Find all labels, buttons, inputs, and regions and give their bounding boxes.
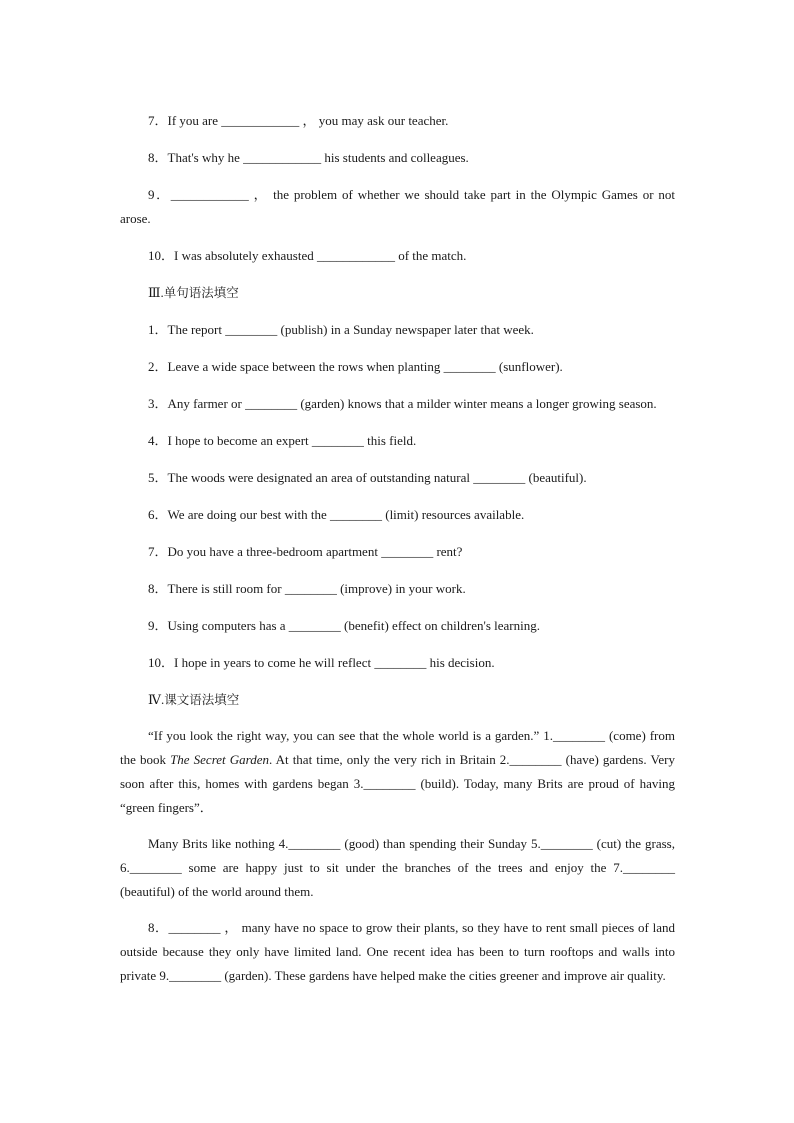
exercise-item: 10．I hope in years to come he will reflect ________ his decision. (148, 655, 495, 670)
section-heading (120, 281, 675, 305)
passage-paragraph: 8．________ ， many have no space to grow their plants, so they have to rent small pieces of land outside because they only have limited land. One recent idea has been to turn rooftops and walls into private 9.________ (garden). These gardens have helped make the cities greener and improve air quality. (120, 920, 675, 983)
section-title: 课文语法填空 (164, 692, 240, 707)
exercise-item: 9．Using computers has a ________ (benefit) effect on children's learning. (148, 618, 540, 633)
exercise-item: 4．I hope to become an expert ________ this field. (148, 433, 417, 448)
section-heading (120, 688, 675, 712)
exercise-item: 1．The report ________ (publish) in a Sunday newspaper later that week. (148, 322, 534, 337)
book-title: The Secret Garden (170, 752, 269, 767)
passage-paragraph: Many Brits like nothing 4.________ (good) than spending their Sunday 5.________ (cut) the grass, 6.________ some are happy just to sit under the branches of the trees and enjoy the 7.________ (beautiful) of the world around them. (120, 836, 675, 899)
passage-text: . At that time, only the very rich in Britain 2.________ (have) gardens. Very soon after this, homes with gardens began 3.________ (build). Today, many Brits are proud of having “green fingers”． (120, 752, 675, 815)
exercise-item: 10．I was absolutely exhausted ____________ of the match. (148, 248, 467, 263)
exercise-item: 7．Do you have a three-bedroom apartment ________ rent? (148, 544, 463, 559)
exercise-item: 8．There is still room for ________ (improve) in your work. (148, 581, 466, 596)
section-number: Ⅲ. (148, 285, 164, 300)
exercise-item: 7．If you are ____________ ， you may ask our teacher. (148, 113, 449, 128)
exercise-item: 3．Any farmer or ________ (garden) knows that a milder winter means a longer growing season. (148, 396, 657, 411)
section-title: 单句语法填空 (163, 285, 239, 300)
exercise-item: 8．That's why he ____________ his students and colleagues. (148, 150, 469, 165)
exercise-item: 9．____________ ， the problem of whether we should take part in the Olympic Games or not arose. (120, 187, 675, 226)
exercise-item: 5．The woods were designated an area of outstanding natural ________ (beautiful). (148, 470, 587, 485)
passage-text: “If you look the right way, you can see that the whole world is a garden.” 1.________ (come) from the book (120, 728, 675, 767)
section-number: Ⅳ. (148, 692, 165, 707)
worksheet-page (120, 96, 675, 988)
exercise-item: 2．Leave a wide space between the rows when planting ________ (sunflower). (148, 359, 563, 374)
passage-paragraph (120, 724, 675, 820)
exercise-item: 6．We are doing our best with the ________ (limit) resources available. (148, 507, 525, 522)
